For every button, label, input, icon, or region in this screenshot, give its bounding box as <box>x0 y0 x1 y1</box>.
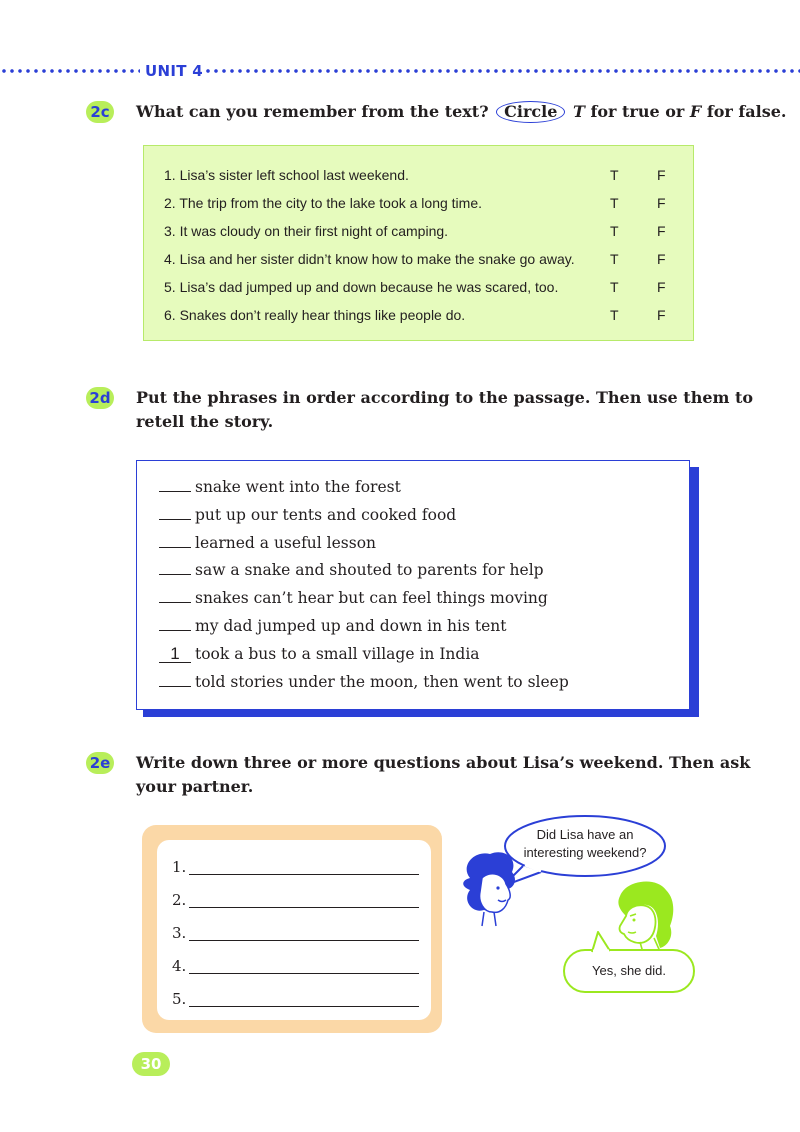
tf-statement: 1. Lisa’s sister left school last weekend. <box>164 167 409 183</box>
instruction-2c-f: F <box>689 102 702 121</box>
false-option[interactable]: F <box>657 279 666 295</box>
order-blank[interactable] <box>159 602 191 603</box>
order-blank[interactable] <box>159 686 191 687</box>
question-answer-line[interactable] <box>189 1006 419 1007</box>
order-blank[interactable] <box>159 574 191 575</box>
order-item <box>159 506 456 524</box>
true-option[interactable]: T <box>610 195 619 211</box>
tf-statement: 5. Lisa’s dad jumped up and down because he was scared, too. <box>164 279 559 295</box>
instruction-2c <box>136 100 786 124</box>
false-option[interactable]: F <box>657 223 666 239</box>
header-dots-left <box>0 68 140 74</box>
question-answer-line[interactable] <box>189 874 419 875</box>
header-dots-right <box>204 68 800 74</box>
question-number: 1. <box>172 858 187 876</box>
order-blank[interactable] <box>159 547 191 548</box>
order-item <box>159 673 569 691</box>
instruction-2d-line2: retell the story. <box>136 412 274 431</box>
answer-bubble-text: Yes, she did. <box>592 963 666 978</box>
true-option[interactable]: T <box>610 251 619 267</box>
questions-box <box>157 840 431 1020</box>
question-bubble-line2: interesting weekend? <box>523 845 647 860</box>
instruction-2d-line1: Put the phrases in order according to the passage. Then use them to <box>136 388 754 407</box>
true-option[interactable]: T <box>610 279 619 295</box>
instruction-2c-part1: What can you remember from the text? <box>136 102 489 121</box>
false-option[interactable]: F <box>657 251 666 267</box>
order-item <box>159 589 548 607</box>
instruction-2c-part2: for true or <box>590 102 685 121</box>
badge-2c: 2c <box>86 101 114 123</box>
badge-2d: 2d <box>86 387 114 409</box>
order-blank[interactable] <box>159 630 191 631</box>
tf-statement: 6. Snakes don’t really hear things like people do. <box>164 307 466 323</box>
false-option[interactable]: F <box>657 307 666 323</box>
tf-statement: 3. It was cloudy on their first night of camping. <box>164 223 449 239</box>
order-item <box>159 645 480 663</box>
question-answer-line[interactable] <box>189 940 419 941</box>
order-item <box>159 478 401 496</box>
question-number: 4. <box>172 957 187 975</box>
girl-blue-hair-illustration <box>460 848 530 928</box>
unit-label: UNIT 4 <box>145 62 204 80</box>
order-text: took a bus to a small village in India <box>195 645 480 663</box>
question-number: 3. <box>172 924 187 942</box>
tf-statement: 4. Lisa and her sister didn’t know how to make the snake go away. <box>164 251 575 267</box>
order-blank[interactable] <box>159 519 191 520</box>
order-text: my dad jumped up and down in his tent <box>195 617 507 635</box>
true-option[interactable]: T <box>610 307 619 323</box>
instruction-2c-t: T <box>572 102 585 121</box>
true-option[interactable]: T <box>610 223 619 239</box>
instruction-2c-part3: for false. <box>706 102 787 121</box>
order-item <box>159 561 544 579</box>
instruction-2e <box>136 751 750 799</box>
question-answer-line[interactable] <box>189 907 419 908</box>
instruction-2d <box>136 386 753 434</box>
tf-statement: 2. The trip from the city to the lake took a long time. <box>164 195 483 211</box>
order-blank[interactable] <box>159 491 191 492</box>
circle-word: Circle <box>496 101 565 123</box>
order-box <box>136 460 690 710</box>
order-item <box>159 617 506 635</box>
question-bubble-line1: Did Lisa have an <box>536 827 634 842</box>
order-text: snake went into the forest <box>195 478 401 496</box>
true-false-box <box>143 145 694 341</box>
order-text: told stories under the moon, then went to sleep <box>195 673 569 691</box>
order-text: put up our tents and cooked food <box>195 506 457 524</box>
instruction-2e-line1: Write down three or more questions about Lisa’s weekend. Then ask <box>136 753 751 772</box>
order-text: saw a snake and shouted to parents for help <box>195 561 544 579</box>
order-text: snakes can’t hear but can feel things moving <box>195 589 548 607</box>
page-number: 30 <box>132 1052 170 1076</box>
false-option[interactable]: F <box>657 195 666 211</box>
true-option[interactable]: T <box>610 167 619 183</box>
false-option[interactable]: F <box>657 167 666 183</box>
order-item <box>159 534 376 552</box>
question-number: 5. <box>172 990 187 1008</box>
order-blank[interactable]: 1 <box>159 646 191 663</box>
question-number: 2. <box>172 891 187 909</box>
question-answer-line[interactable] <box>189 973 419 974</box>
instruction-2e-line2: your partner. <box>136 777 254 796</box>
order-text: learned a useful lesson <box>195 534 377 552</box>
badge-2e: 2e <box>86 752 114 774</box>
